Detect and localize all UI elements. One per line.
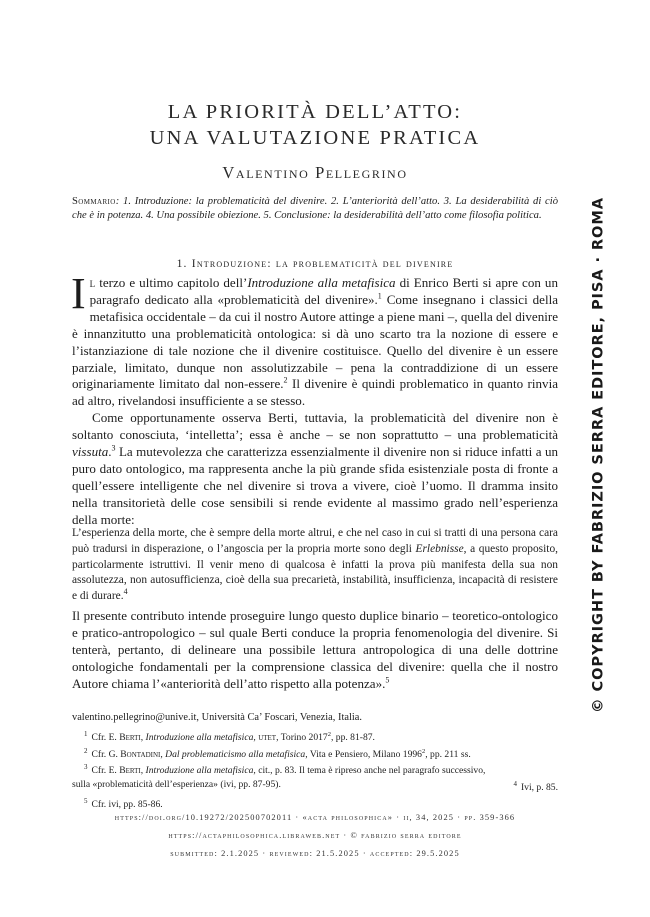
body-text-lower — [72, 608, 558, 693]
paragraph-2: Come opportunamente osserva Berti, tuttavia, la problematicità del divenire non è soltanto conosciuta, ‘intelletta’; essa è anche – se non soprattutto – una problematicità vissuta.$^3$ La mutevolezza che caratterizza essenzialmente il divenire non si riduce infatti a un puro dato ontologico, ma rappresenta anche la più grande sfida esistenziale posta di fronte a quell’essere intelligente che nel divenire si trova a vivere, cioè l’uomo. Il dramma insito nella transitorietà delle cose sensibili si rende evidente al massimo grado nell’esperienza della morte: — [72, 410, 558, 527]
abstract-summary — [72, 195, 558, 223]
footnote-2: $^2$ Cfr. G. Bontadini, Dal problematicismo alla metafisica, Vita e Pensiero, Milano 1996$^2$, pp. 211 ss. — [84, 746, 471, 760]
block-quote: L’esperienza della morte, che è sempre della morte altrui, e che nel caso in cui si tratti di una persona cara può tradursi in disperazione, o l’angoscia per la propria morte sono degli Erlebnisse, a questo proposito, particolarmente istruttivi. Il venir meno di qualcosa è infatti la prova più manifesta della sua non assolutezza, non autosufficienza, cioè della sua precarietà, instabilità, insufficienza, incapacità di resistere e di durare.$^4$ — [72, 527, 558, 603]
footnote-3-4-row: sulla «problematicità dell’esperienza» (ivi, pp. 87-95). $^4$ Ivi, p. 85. — [72, 779, 558, 794]
footnote-3: $^3$ Cfr. E. Berti, Introduzione alla metafisica, cit., p. 83. Il tema è ripreso anche nel paragrafo successivo, — [84, 763, 486, 777]
article-title-line-1: LA PRIORITÀ DELL’ATTO: — [167, 101, 463, 123]
author-affiliation: valentino.pellegrino@unive.it, Università Ca’ Foscari, Venezia, Italia. — [72, 712, 362, 723]
paragraph-3: Il presente contributo intende proseguire lungo questo duplice binario – teoretico-ontologico e pratico-antropologico – sul quale Berti conduce la propria fenomenologia del divenire. Si tenterà, pertanto, di delineare una possibile lettura antropologica di una delle dottrine ontologiche fondamentali per la comprensione classica del divenire: quella che il nostro Autore chiama l’«anteriorità dell’atto rispetto alla potenza».$^5$ — [72, 608, 558, 691]
summary-text: : 1. Introduzione: la problematicità del divenire. 2. L’anteriorità dell’atto. 3. La desiderabilità di ciò che è in potenza. 4. Una possibile obiezione. 5. Conclusione: la desiderabilità dell’atto come filosofia politica. — [72, 196, 558, 221]
section-heading: 1. Introduzione: la problematicità del divenire — [176, 257, 454, 270]
journal-url-line[interactable]: https://actaphilosophica.libraweb.net · © fabrizio serra editore — [168, 831, 462, 840]
doi-line[interactable]: https://doi.org/10.19272/202500702011 · «acta philosophica» · ii, 34, 2025 · pp. 359-366 — [114, 813, 516, 822]
author-name: Valentino Pellegrino — [222, 163, 408, 182]
footnote-ref-2[interactable]: 2 — [283, 376, 288, 386]
summary-label: Sommario — [72, 196, 116, 207]
footnote-1: $^1$ Cfr. E. Berti, Introduzione alla metafisica, utet, Torino 2017$^2$, pp. 81-87. — [84, 730, 375, 744]
footnote-4: $^4$ Ivi, p. 85. — [513, 780, 558, 794]
submission-dates-line: submitted: 2.1.2025 · reviewed: 21.5.2025 · accepted: 29.5.2025 — [170, 849, 460, 858]
footnote-ref-1[interactable]: 1 — [377, 291, 382, 301]
article-page — [72, 0, 558, 917]
article-title-line-2: UNA VALUTAZIONE PRATICA — [149, 127, 481, 149]
footnotes — [72, 728, 558, 811]
paragraph-1: Il terzo e ultimo capitolo dell’Introduzione alla metafisica di Enrico Berti si apre con un paragrafo dedicato alla «problematicità del divenire».$^1$ Come insegnano i classici della metafisica occidentale – da cui il nostro Autore attinge a piene mani –, quella del divenire è innanzitutto una problematicità ontologica: si dà uno scarto tra la nozione di essere e l’istanziazione di tale nozione che il divenire costituisce. Quello del divenire è un essere parziale, limitato, dunque non assolutizzabile – pena la contraddizione di un essere originariamente limitato dal non-essere.$^2$ Il divenire è quindi problematico in quanto rinvia ad altro, rivelandosi insufficiente a se stesso. — [71, 269, 558, 409]
copyright-text: © COPYRIGHT BY FABRIZIO SERRA EDITORE, PISA · ROMA — [589, 197, 607, 713]
footnote-ref-3[interactable]: 3 — [111, 443, 116, 453]
footnote-5: $^5$ Cfr. ivi, pp. 85-86. — [84, 796, 163, 810]
body-text-upper — [71, 269, 558, 529]
drop-cap: I — [71, 269, 86, 318]
footnote-ref-4[interactable]: 4 — [123, 587, 128, 597]
book-title: Introduzione alla metafisica — [247, 275, 396, 290]
footnote-ref-5[interactable]: 5 — [385, 675, 390, 685]
